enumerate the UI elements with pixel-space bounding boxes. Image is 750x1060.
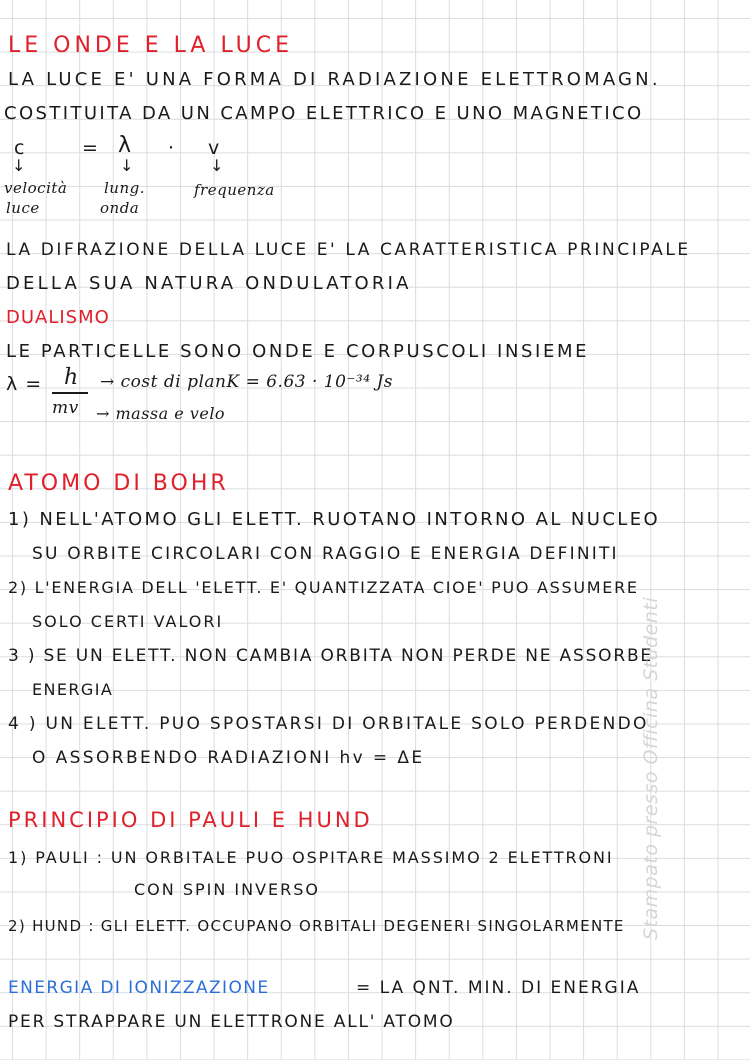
formula-h: h (64, 365, 79, 390)
text-line: LA LUCE E' UNA FORMA DI RADIAZIONE ELETTROMAGN. (8, 69, 661, 90)
label-lung: lung. (104, 179, 145, 197)
text-line: 2) L'ENERGIA DELL 'ELETT. E' QUANTIZZATA CIOE' PUO ASSUMERE (8, 578, 639, 597)
formula-lambda: λ (118, 133, 132, 158)
text-line: ENERGIA (32, 680, 114, 699)
label-velocita: velocità (4, 179, 68, 197)
formula-mv: mv (52, 398, 79, 418)
text-line: = LA QNT. MIN. DI ENERGIA (356, 978, 641, 998)
title-pauli-hund: PRINCIPIO DI PAULI E HUND (8, 808, 373, 832)
title-onde-luce: LE ONDE E LA LUCE (8, 33, 293, 58)
text-line: O ASSORBENDO RADIAZIONI hv = ΔE (32, 748, 425, 768)
text-line: 4 ) UN ELETT. PUO SPOSTARSI DI ORBITALE SOLO PERDENDO (8, 714, 649, 734)
text-line: 3 ) SE UN ELETT. NON CAMBIA ORBITA NON PERDE NE ASSORBE (8, 646, 653, 666)
down-arrow-icon: ↓ (120, 156, 134, 175)
watermark: Stampato presso Officina Studenti (640, 596, 662, 940)
text-line: SOLO CERTI VALORI (32, 612, 224, 631)
down-arrow-icon: ↓ (210, 156, 224, 175)
text-line: 1) NELL'ATOMO GLI ELETT. RUOTANO INTORNO AL NUCLEO (8, 509, 661, 530)
text-line: 1) PAULI : UN ORBITALE PUO OSPITARE MASSIMO 2 ELETTRONI (8, 848, 614, 867)
formula-c: c (14, 137, 25, 159)
text-line: COSTITUITA DA UN CAMPO ELETTRICO E UNO MAGNETICO (4, 103, 644, 124)
down-arrow-icon: ↓ (12, 156, 26, 175)
text-line: SU ORBITE CIRCOLARI CON RAGGIO E ENERGIA DEFINITI (32, 544, 619, 564)
text-line: LA DIFRAZIONE DELLA LUCE E' LA CARATTERISTICA PRINCIPALE (6, 240, 691, 260)
formula-dot: · (168, 137, 175, 159)
title-dualismo: DUALISMO (6, 307, 110, 328)
text-line: 2) HUND : GLI ELETT. OCCUPANO ORBITALI DEGENERI SINGOLARMENTE (8, 917, 625, 935)
text-line: PER STRAPPARE UN ELETTRONE ALL' ATOMO (8, 1012, 455, 1032)
fraction-bar (52, 392, 88, 394)
title-bohr: ATOMO DI BOHR (8, 471, 229, 496)
formula-nu: v (208, 137, 220, 159)
note-planck: → cost di planK = 6.63 · 10⁻³⁴ Js (100, 372, 393, 392)
label-luce: luce (6, 199, 40, 217)
formula-dualismo-left: λ = (6, 373, 43, 395)
formula-eq: = (82, 137, 98, 159)
text-line: CON SPIN INVERSO (134, 880, 321, 899)
text-line: DELLA SUA NATURA ONDULATORIA (6, 273, 412, 294)
term-energia-ionizzazione: ENERGIA DI IONIZZAZIONE (8, 978, 270, 998)
note-mv: → massa e velo (96, 404, 226, 423)
label-frequenza: frequenza (194, 181, 275, 199)
text-line: LE PARTICELLE SONO ONDE E CORPUSCOLI INSIEME (6, 341, 590, 362)
label-onda: onda (100, 199, 140, 217)
